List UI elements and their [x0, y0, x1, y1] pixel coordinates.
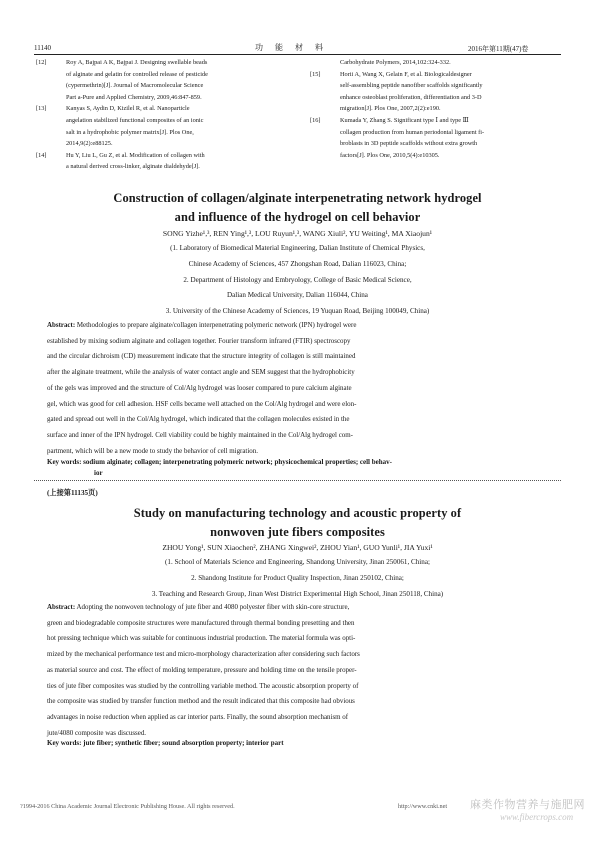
- reference-number: [13]: [36, 105, 47, 113]
- reference-entry: [308, 69, 561, 115]
- reference-line: self-assembling peptide nanofiber scaffolds significantly: [340, 82, 483, 90]
- abstract-line: advantages in noise reduction when applied as car interior parts. Finally, the sound absorption mechanism of: [47, 712, 349, 721]
- affiliation-line: Dalian Medical University, Dalian 116044, China: [227, 291, 368, 300]
- reference-line: collagen production from human periodontal ligament fi-: [340, 128, 485, 136]
- abstract-line: Adopting the nonwoven technology of jute fiber and 4080 polyester fiber with skin-core structure,: [76, 603, 350, 611]
- reference-number: [16]: [310, 116, 321, 124]
- abstract-line: mized by the mechanical performance test and micro-morphology characterization after considering such factors: [47, 650, 360, 659]
- reference-line: of alginate and gelatin for controlled release of pesticide: [66, 70, 208, 78]
- reference-number: [15]: [310, 70, 321, 78]
- abstract-line: ties of jute fiber composites was studied by the controlling variable method. The acoustic absorption property of: [47, 681, 359, 690]
- article1-title-line: Construction of collagen/alginate interpenetrating network hydrogel: [113, 191, 482, 205]
- footer-url[interactable]: http://www.cnki.net: [398, 803, 448, 810]
- abstract-line: jute/4080 composite was discussed.: [47, 728, 147, 737]
- abstract-label: Abstract:: [47, 321, 76, 329]
- reference-entry: [34, 103, 284, 149]
- keywords-label: Key words:: [47, 458, 82, 466]
- reference-line: Carbohydrate Polymers, 2014,102:324-332.: [340, 59, 451, 66]
- abstract-line: and the circular dichroism (CD) measurement indicate that the structure integrity of collagen is still maintained: [47, 352, 356, 361]
- reference-line: broblasts in 3D peptide scaffolds without extra growth: [340, 140, 478, 148]
- article2-abstract: [47, 600, 550, 741]
- reference-line: migration[J]. Plos One, 2007,2(2):e190.: [340, 105, 441, 113]
- watermark-url: www.fibercrops.com: [500, 812, 574, 822]
- references-left-column: [34, 57, 284, 173]
- affiliation-line: 2. Department of Histology and Embryology, College of Basic Medical Science,: [183, 275, 412, 284]
- article1-title-line: and influence of the hydrogel on cell behavior: [174, 210, 421, 224]
- reference-entry: [308, 57, 561, 69]
- abstract-line: hot pressing technique which was suitable for continuous industrial production. The material formula was opti-: [47, 634, 356, 643]
- abstract-line: Methodologies to prepare alginate/collagen interpenetrating polymeric network (IPN) hydrogel were: [76, 321, 357, 329]
- reference-entry: [34, 57, 284, 103]
- page-number: 11140: [34, 44, 51, 52]
- reference-number: [12]: [36, 59, 47, 66]
- article1-authors: SONG Yizhe¹,³, REN Ying¹,³, LOU Ruyun¹,³, WANG Xiuli², YU Weiting¹, MA Xiaojun¹: [162, 229, 433, 238]
- article2-title-line: Study on manufacturing technology and acoustic property of: [133, 506, 462, 520]
- reference-line: Part a-Pure and Applied Chemistry, 2009,46:847-859.: [66, 93, 202, 101]
- reference-line: 2014,9(2):e88125.: [66, 140, 113, 148]
- article1-affiliations: [0, 241, 595, 320]
- issue-info: 2016年第11期(47)卷: [468, 45, 529, 53]
- reference-line: factors[J]. Plos One, 2010,5(4):e10305.: [340, 151, 440, 159]
- affiliation-line: 2. Shandong Institute for Product Quality Inspection, Jinan 250102, China;: [191, 573, 404, 582]
- article1-abstract: [47, 318, 550, 459]
- reference-line: Horii A, Wang X, Gelain F, et al. Biologicaldesigner: [340, 70, 472, 78]
- reference-line: Roy A, Bajpai A K, Bajpai J. Designing swellable beads: [66, 59, 208, 66]
- article1-keywords: [47, 457, 550, 479]
- keywords-line: jute fiber; synthetic fiber; sound absorption property; interior part: [83, 739, 284, 747]
- reference-entry: [34, 150, 284, 173]
- keywords-line: sodium alginate; collagen; interpenetrating polymeric network; physicochemical properties; cell behav-: [83, 458, 392, 466]
- affiliation-line: 3. University of the Chinese Academy of Sciences, 19 Yuquan Road, Beijing 100049, China): [165, 307, 430, 316]
- abstract-label: Abstract:: [47, 603, 76, 611]
- reference-line: enhance osteoblast proliferation, differentiation and 3-D: [340, 93, 482, 101]
- reference-line: Kanyas S, Aydin D, Kizilel R, et al. Nanoparticle: [66, 105, 190, 113]
- copyright-notice: ?1994-2016 China Academic Journal Electronic Publishing House. All rights reserved.: [20, 803, 235, 810]
- article2-authors: ZHOU Yong¹, SUN Xiaochen², ZHANG Xingwei², ZHOU Yian¹, GUO Yunli¹, JIA Yuxi¹: [162, 543, 433, 552]
- keywords-line: ior: [94, 469, 103, 477]
- article2-title-line: nonwoven jute fibers composites: [210, 525, 385, 539]
- keywords-label: Key words:: [47, 739, 82, 747]
- abstract-line: gel, which was good for cell adhesion. HSF cells became well attached on the Col/Alg hydrogel and were elon-: [47, 399, 357, 408]
- references-right-column: [308, 57, 561, 161]
- affiliation-line: (1. Laboratory of Biomedical Material Engineering, Dalian Institute of Chemical Physics,: [170, 244, 425, 252]
- abstract-line: as material source and cost. The effect of molding temperature, pressure and holding time on the tensile proper-: [47, 665, 357, 674]
- affiliation-line: (1. School of Materials Science and Engineering, Shandong University, Jinan 250061, China;: [165, 558, 430, 566]
- abstract-line: established by mixing sodium alginate and collagen together. Fourier transform infrared (FTIR) spectroscopy: [47, 336, 351, 345]
- abstract-line: green and biodegradable composite structures were manufactured through thermal bonding presetting and then: [47, 618, 355, 627]
- article2-affiliations: [0, 555, 595, 602]
- watermark-logo: 麻类作物营养与施肥网: [470, 798, 585, 811]
- abstract-line: of the gels was improved and the structure of Col/Alg hydrogel was looser compared to pure calcium alginate: [47, 383, 352, 392]
- abstract-line: gated and spread out well in the Col/Alg hydrogel, which indicated that the collagen molecules existed in the: [47, 415, 350, 424]
- reference-entry: [308, 115, 561, 161]
- continued-note: (上接第11135页): [47, 489, 98, 497]
- abstract-line: surface and inner of the IPN hydrogel. Cell viability could be highly maintained in the Col/Alg hydrogel com-: [47, 430, 353, 439]
- affiliation-line: 3. Teaching and Research Group, Jinan West District Experimental High School, Jinan 250118, China): [151, 589, 444, 598]
- affiliation-line: Chinese Academy of Sciences, 457 Zhongshan Road, Dalian 116023, China;: [188, 259, 407, 268]
- abstract-line: partment, which will be a new mode to study the behavior of cell migration.: [47, 446, 258, 455]
- header-rule: [34, 54, 561, 55]
- reference-line: Hu Y, Liu L, Gu Z, et al. Modification of collagen with: [66, 151, 205, 159]
- reference-line: angelation stabilized functional composites of an ionic: [66, 116, 204, 124]
- reference-line: (cypermethrin)[J]. Journal of Macromolecular Science: [66, 82, 204, 90]
- reference-line: a natural derived cross-linker, alginate dialdehyde[J].: [66, 163, 200, 171]
- article-separator: [34, 480, 561, 481]
- reference-line: Kumada Y, Zhang S. Significant type Ⅰ and type Ⅲ: [340, 116, 469, 124]
- article1-title: [0, 189, 595, 227]
- journal-name: 功 能 材 料: [255, 43, 325, 52]
- article2-title: [0, 504, 595, 542]
- reference-line: salt in a hydrophobic polymer matrix[J]. Plos One,: [66, 128, 194, 136]
- article2-keywords: [47, 738, 550, 749]
- abstract-line: after the alginate treatment, while the analysis of water contact angle and SEM suggest that the hydrophobicity: [47, 368, 355, 377]
- reference-number: [14]: [36, 151, 47, 159]
- abstract-line: the composite was studied by transfer function method and the result indicated that this composite had obvious: [47, 697, 355, 706]
